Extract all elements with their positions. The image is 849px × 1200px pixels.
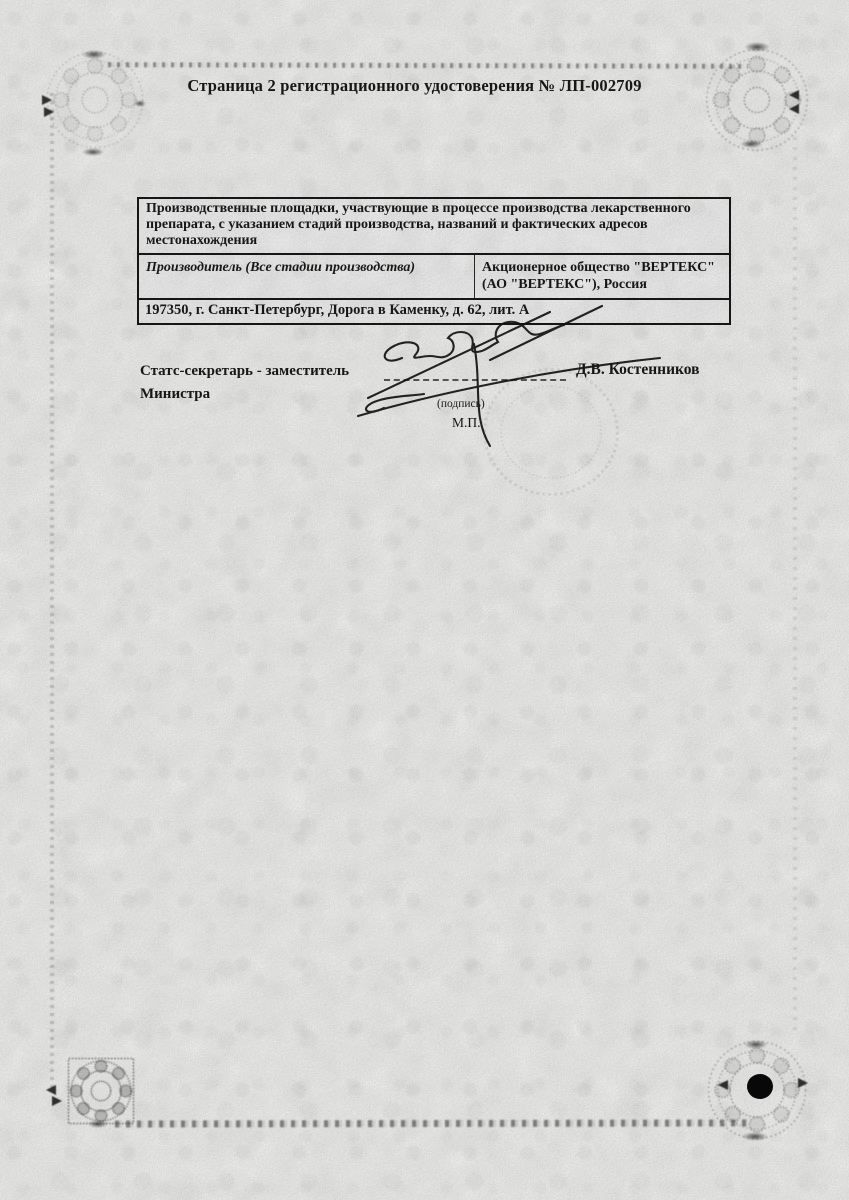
- seal-place-mark: М.П.: [452, 415, 481, 430]
- ornament-smudge: [742, 1132, 768, 1141]
- guilloche-rosette-bottom-left-icon: [62, 1052, 140, 1130]
- table-header-cell: Производственные площадки, участвующие в процессе производства лекарственного препарата, с указанием стадий производства, названий и фактических адресов местонахождения: [139, 199, 729, 255]
- signature-caption: (подпись): [437, 398, 485, 410]
- ornament-smudge: [82, 50, 106, 59]
- ornament-smudge: [744, 1040, 768, 1049]
- border-line-left: [50, 88, 54, 1088]
- signatory-name: Д.В. Костенников: [576, 361, 700, 378]
- signature-line: [384, 379, 566, 381]
- producer-value-line2: (АО "ВЕРТЕКС"), Россия: [482, 277, 647, 292]
- page-title: Страница 2 регистрационного удостоверения № ЛП-002709: [187, 76, 642, 95]
- ornament-smudge: [88, 1120, 108, 1128]
- border-line-right: [793, 130, 797, 1030]
- signatory-title-line2: Министра: [140, 386, 211, 402]
- production-sites-table: [137, 197, 731, 325]
- ornament-arrow-icon: [46, 1085, 56, 1095]
- ornament-arrow-icon: [789, 104, 799, 114]
- border-line-top: [108, 62, 748, 69]
- ornament-smudge: [134, 100, 146, 107]
- border-line-bottom: [115, 1119, 747, 1127]
- stamp-ghost: [483, 368, 619, 496]
- table-row: [139, 255, 729, 300]
- ornament-smudge: [744, 42, 770, 52]
- ornament-arrow-icon: [44, 107, 54, 117]
- ornament-smudge: [82, 148, 104, 156]
- ornament-arrow-icon: [789, 90, 799, 100]
- producer-address-cell: 197350, г. Санкт-Петербург, Дорога в Каменку, д. 62, лит. А: [145, 302, 530, 318]
- signatory-title: [140, 360, 390, 406]
- ornament-arrow-icon: [718, 1080, 728, 1090]
- hole-punch-dot: [747, 1074, 773, 1099]
- ornament-arrow-icon: [798, 1078, 808, 1088]
- ornament-smudge: [740, 140, 762, 148]
- producer-value-line1: Акционерное общество "ВЕРТЕКС": [482, 260, 715, 275]
- producer-label-cell: Производитель (Все стадии производства): [146, 260, 416, 275]
- ornament-arrow-icon: [42, 95, 52, 105]
- signatory-title-line1: Статс-секретарь - заместитель: [140, 363, 350, 379]
- producer-value-cell: [474, 255, 729, 298]
- ornament-arrow-icon: [52, 1096, 62, 1106]
